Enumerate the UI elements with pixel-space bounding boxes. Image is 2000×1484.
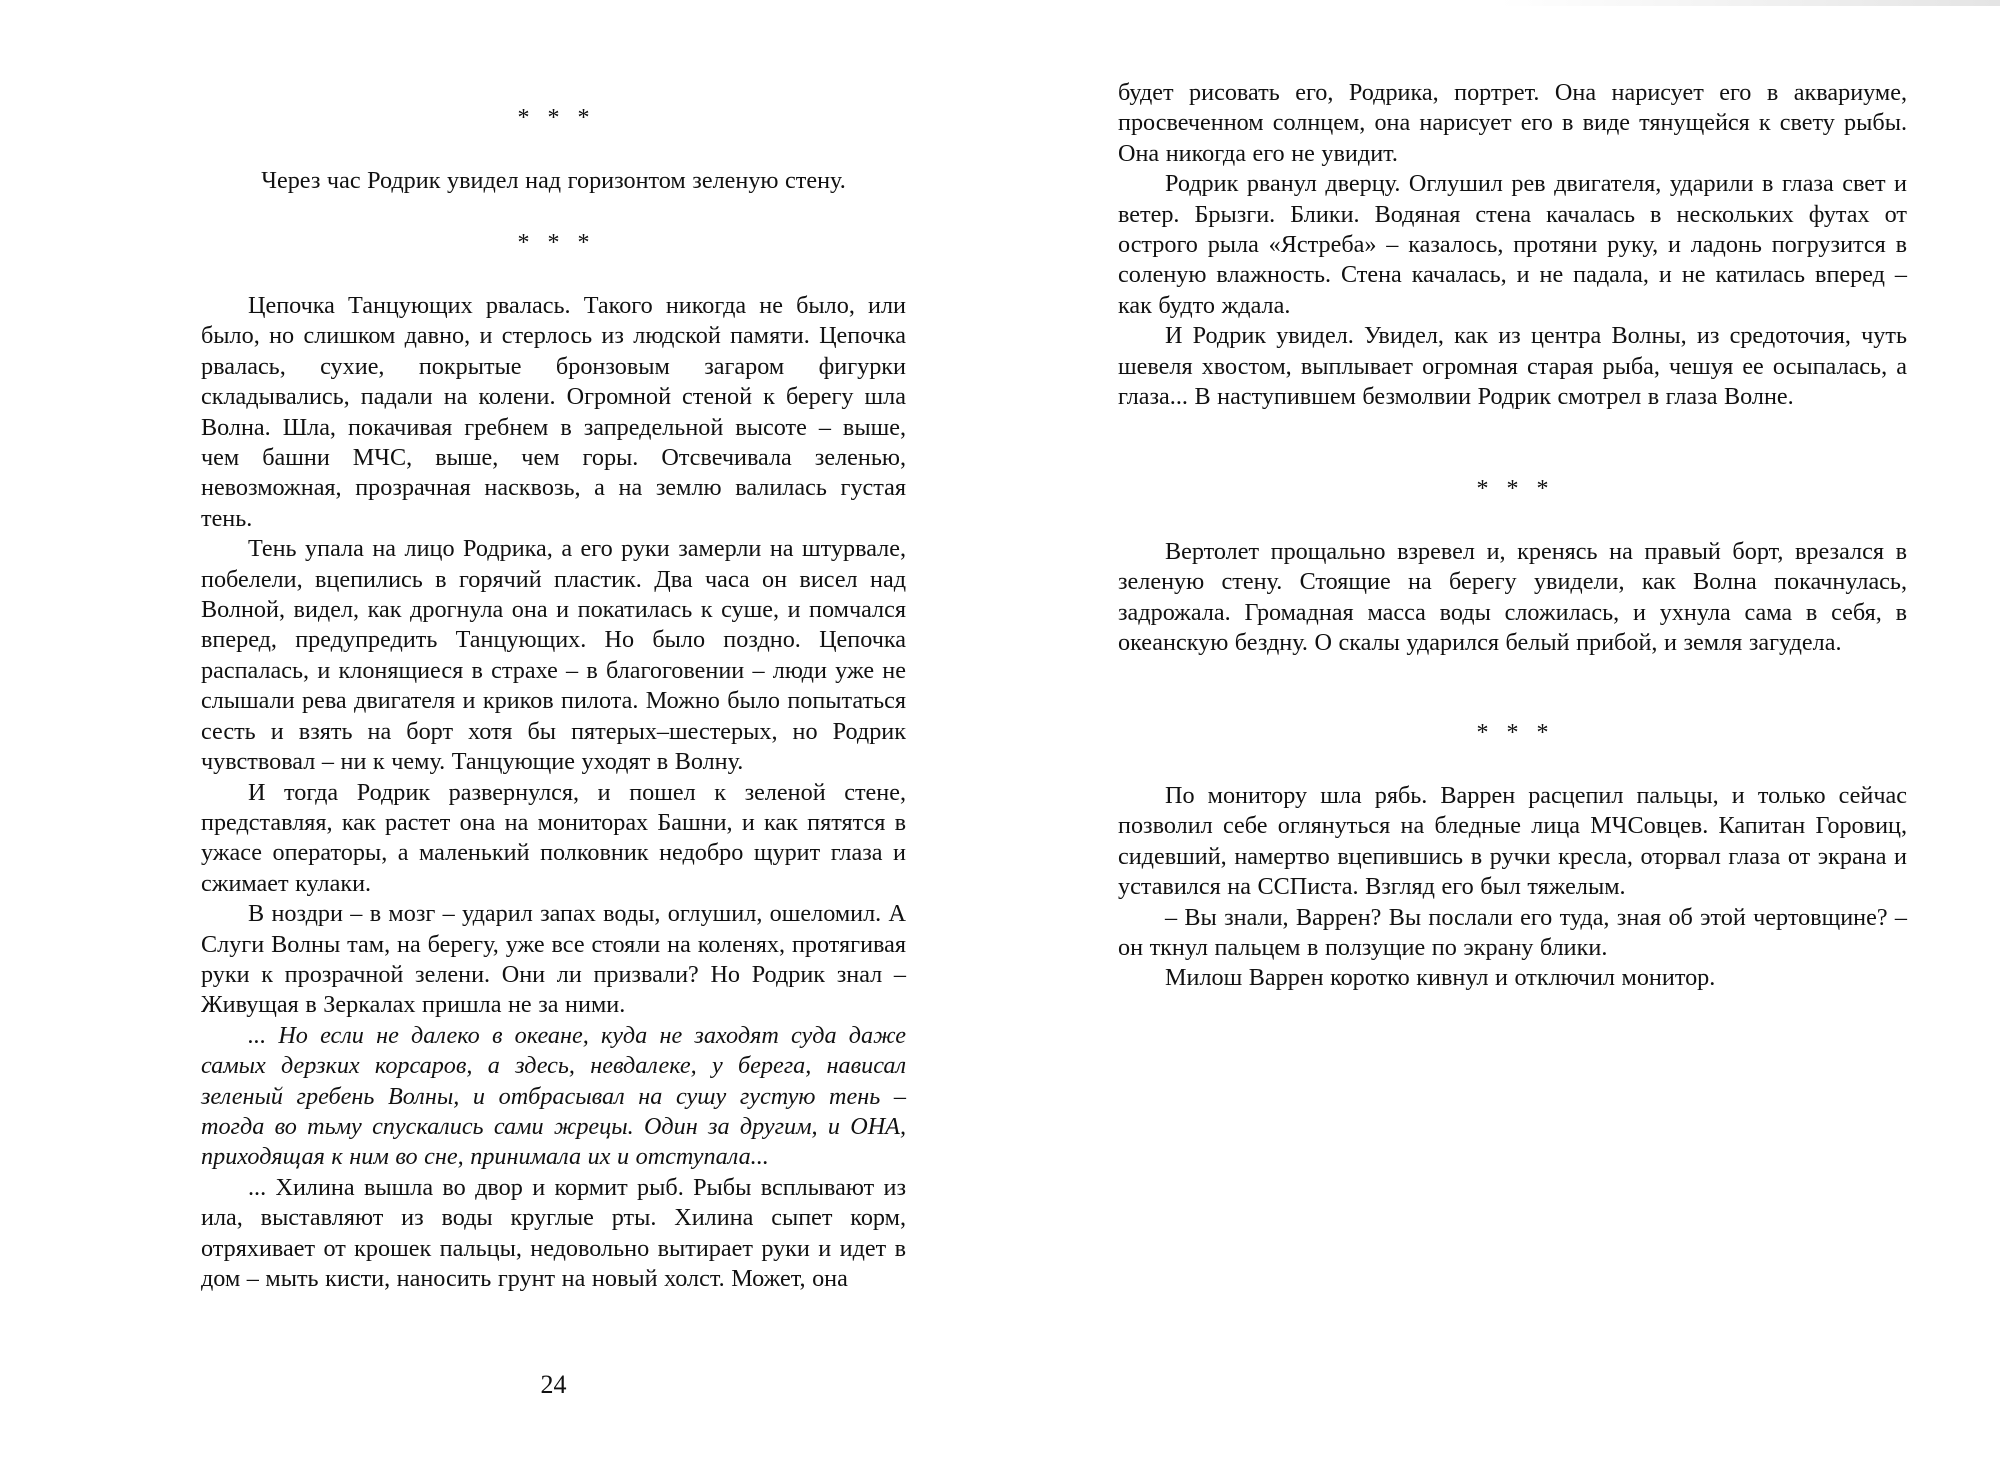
text-block (201, 291, 906, 1294)
text-block (1118, 78, 1907, 412)
paragraph: В ноздри – в мозг – ударил запах воды, оглушил, ошеломил. А Слуги Волны там, на берегу, уже все стояли на коленях, протягивая руки к прозрачной зелени. Они ли призвали? Но Родрик знал – Живущая в Зеркалах пришла не за ними. (201, 900, 906, 1019)
paragraph: Вертолет прощально взревел и, кренясь на правый борт, врезался в зеленую стену. Стоящие на берегу увидели, как Волна покачнулась, задрожала. Громадная масса воды сложилась, и ухнула сама в себя, в океанскую бездну. О скалы ударился белый прибой, и земля загудела. (1118, 538, 1907, 657)
paragraph: И Родрик увидел. Увидел, как из центра Волны, из средоточия, чуть шевеля хвостом, выплывает огромная старая рыба, чешуя ее осыпалась, а глаза... В наступившем безмолвии Родрик смотрел в глаза Волне. (1118, 322, 1907, 411)
paragraph: – Вы знали, Варрен? Вы послали его туда, зная об этой чертовщине? – он ткнул пальцем в ползущие по экрану блики. (1118, 903, 1907, 962)
text-block (1118, 537, 1907, 659)
paragraph: будет рисовать его, Родрика, портрет. Она нарисует его в аквариуме, просвеченном солнцем, она нарисует его в виде тянущейся к свету рыбы. Она никогда его не увидит. (1118, 79, 1907, 167)
italic-excerpt: ... Но если не далеко в океане, куда не заходят суда даже самых дерзких корсаров, а здесь, невдалеке, у берега, нависал зеленый гребень Волны, и отбрасывал на сушу густую тень – тогда во тьму спускались сами жрецы. Один за другим, и ОНА, приходящая к ним во сне, принимала их и отступала... (201, 1021, 906, 1171)
paragraph: Милош Варрен коротко кивнул и отключил монитор. (1165, 964, 1716, 992)
page-number: 24 (540, 1370, 567, 1399)
paragraph: Цепочка Танцующих рвалась. Такого никогда не было, или было, но слишком давно, и стерлось из людской памяти. Цепочка рвалась, сухие, покрытые бронзовым загаром фигурки складывались, падали на колени. Огромной стеной к берегу шла Волна. Шла, покачивая гребнем в запредельной высоте – выше, чем башни МЧС, выше, чем горы. Отсвечивала зеленью, невозможная, прозрачная насквозь, а на землю валилась густая тень. (201, 292, 906, 532)
section-separator: * * * (517, 230, 590, 256)
scan-edge-shade (1500, 0, 2000, 6)
paragraph: Тень упала на лицо Родрика, а его руки замерли на штурвале, побелели, вцепились в горячий пластик. Два часа он висел над Волной, видел, как дрогнула она и покатилась к суше, и помчался вперед, предупредить Танцующих. Но было поздно. Цепочка распалась, и клонящиеся в страхе – в благоговении – люди уже не слышали рева двигателя и криков пилота. Можно было попытаться сесть и взять на борт хотя бы пятерых–шестерых, но Родрик чувствовал – ни к чему. Танцующие уходят в Волну. (201, 535, 906, 776)
paragraph: По монитору шла рябь. Варрен расцепил пальцы, и только сейчас позволил себе оглянуться на бледные лица МЧСовцев. Капитан Горовиц, сидевший, намертво вцепившись в ручки кресла, оторвал глаза от экрана и уставился на ССПиста. Взгляд его был тяжелым. (1118, 782, 1907, 901)
paragraph: И тогда Родрик развернулся, и пошел к зеленой стене, представляя, как растет она на мониторах Башни, и как пятятся в ужасе операторы, а маленький полковник недобро щурит глаза и сжимает кулаки. (201, 778, 906, 897)
paragraph: Родрик рванул дверцу. Оглушил рев двигателя, ударили в глаза свет и ветер. Брызги. Блики. Водяная стена качалась в нескольких футах от острого рыла «Ястреба» – казалось, протяни руку, и ладонь погрузится в соленую влажность. Стена качалась, и не падала, и не катилась вперед – как будто ждала. (1118, 170, 1907, 319)
paragraph: ... Хилина вышла во двор и кормит рыб. Рыбы всплывают из ила, выставляют из воды круглые рты. Хилина сыпет корм, отряхивает от крошек пальцы, недовольно вытирает руки и идет в дом – мыть кисти, наносить грунт на новый холст. Может, она (201, 1173, 906, 1292)
section-separator: * * * (1476, 476, 1549, 502)
section-separator: * * * (1476, 720, 1549, 746)
section-separator: * * * (517, 105, 590, 131)
paragraph: Через час Родрик увидел над горизонтом зеленую стену. (261, 167, 846, 194)
text-block (1118, 781, 1907, 994)
